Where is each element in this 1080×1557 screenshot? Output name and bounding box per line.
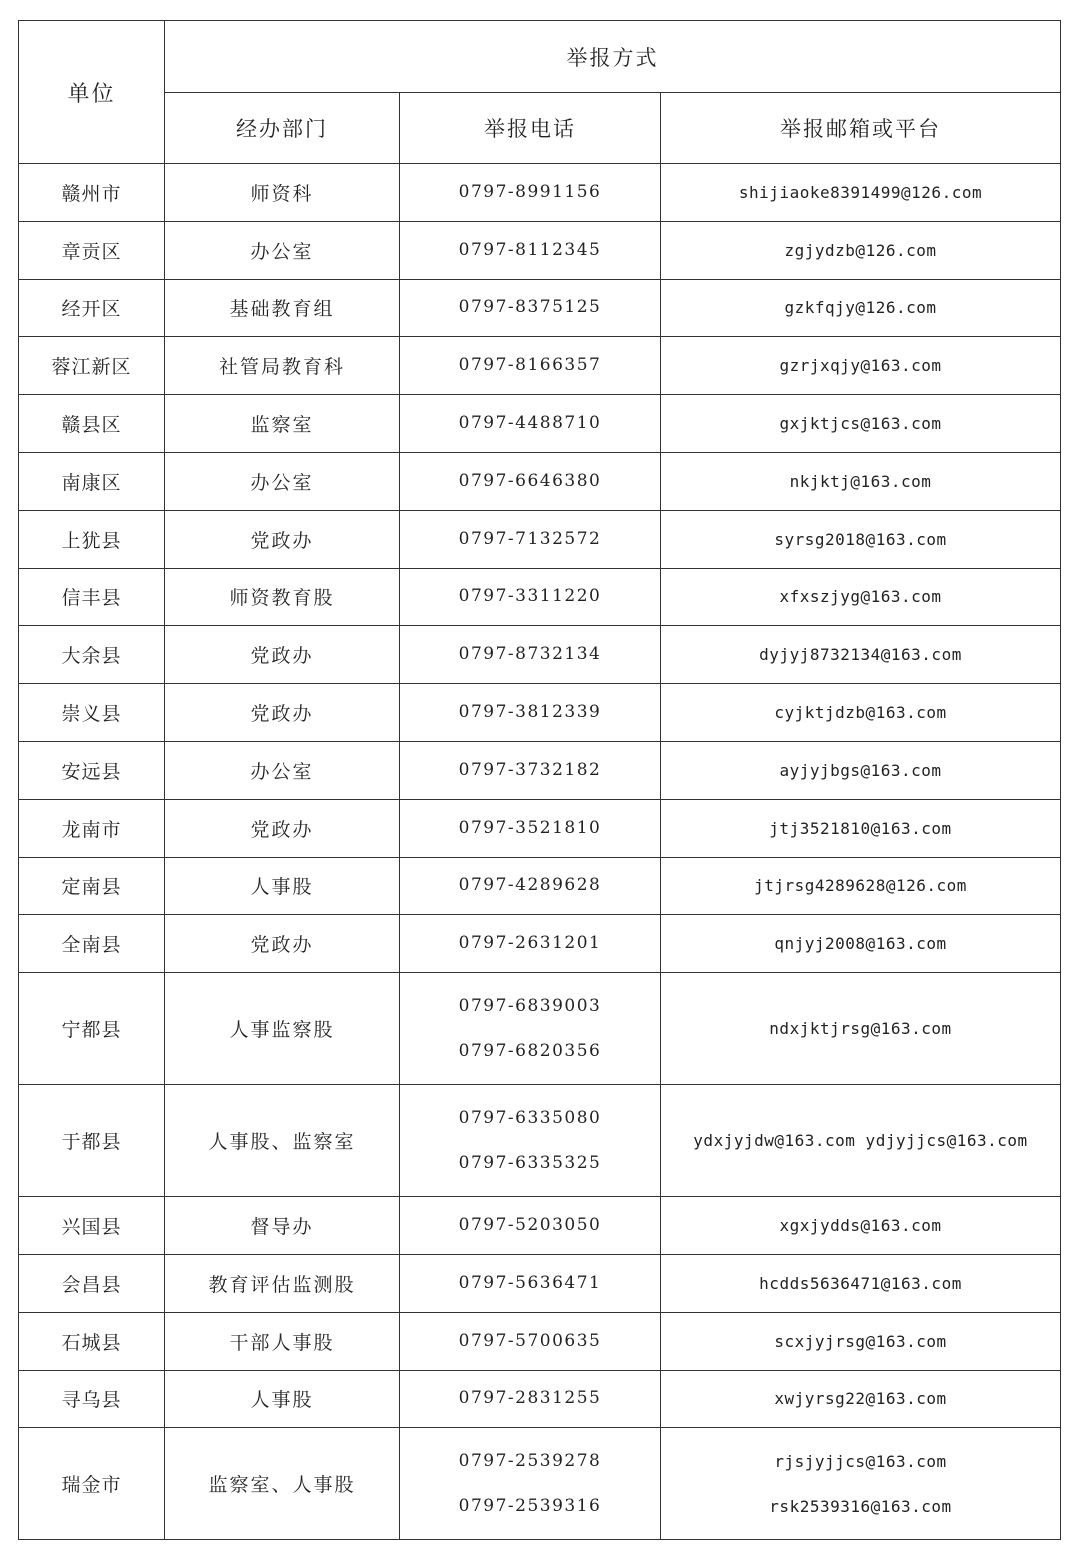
- phone-number: 0797-5203050: [458, 1215, 602, 1236]
- dept-cell: 监察室、人事股: [165, 1428, 400, 1540]
- email-cell: [661, 626, 1061, 684]
- email-address: zgjydzb@126.com: [784, 240, 937, 260]
- table-row: [19, 684, 1061, 742]
- phone-number: 0797-5636471: [458, 1272, 602, 1293]
- header-unit: 单位: [19, 21, 165, 164]
- phone-number: 0797-8991156: [458, 181, 602, 202]
- email-address: nkjktj@163.com: [789, 471, 932, 491]
- email-cell: [661, 1428, 1061, 1540]
- email-cell: [661, 915, 1061, 973]
- phone-cell: [400, 626, 661, 684]
- report-table: [18, 20, 1061, 1540]
- unit-cell: 赣县区: [19, 395, 165, 453]
- unit-cell: 南康区: [19, 452, 165, 510]
- phone-number: 0797-2831255: [458, 1388, 602, 1409]
- email-cell: [661, 452, 1061, 510]
- phone-cell: [400, 279, 661, 337]
- phone-number: 0797-7132572: [458, 528, 602, 549]
- email-cell: [661, 799, 1061, 857]
- table-row: [19, 1254, 1061, 1312]
- unit-cell: 上犹县: [19, 510, 165, 568]
- email-address: gzkfqjy@126.com: [784, 298, 937, 318]
- email-address: xgxjydds@163.com: [779, 1216, 942, 1236]
- phone-cell: [400, 799, 661, 857]
- email-address: cyjktjdzb@163.com: [774, 703, 947, 723]
- email-cell: [661, 857, 1061, 915]
- phone-cell: [400, 857, 661, 915]
- email-cell: [661, 684, 1061, 742]
- phone-cell: [400, 221, 661, 279]
- phone-number: 0797-4488710: [458, 413, 602, 434]
- email-address: xfxszjyg@163.com: [779, 587, 942, 607]
- table-row: [19, 164, 1061, 222]
- table-row: [19, 395, 1061, 453]
- phone-number: 0797-2539316: [458, 1495, 602, 1516]
- dept-cell: 办公室: [165, 221, 400, 279]
- email-cell: [661, 1254, 1061, 1312]
- table-row: [19, 973, 1061, 1085]
- header-row-sub: [19, 93, 1061, 164]
- phone-cell: [400, 1197, 661, 1255]
- dept-cell: 党政办: [165, 626, 400, 684]
- unit-cell: 兴国县: [19, 1197, 165, 1255]
- unit-cell: 会昌县: [19, 1254, 165, 1312]
- email-address: ndxjktjrsg@163.com: [769, 1019, 952, 1039]
- unit-cell: 安远县: [19, 741, 165, 799]
- email-cell: [661, 510, 1061, 568]
- table-row: [19, 857, 1061, 915]
- phone-number: 0797-8166357: [458, 355, 602, 376]
- dept-cell: 监察室: [165, 395, 400, 453]
- dept-cell: 办公室: [165, 452, 400, 510]
- table-row: [19, 279, 1061, 337]
- phone-number: 0797-3732182: [458, 759, 602, 780]
- email-cell: [661, 1197, 1061, 1255]
- email-cell: [661, 164, 1061, 222]
- dept-cell: 教育评估监测股: [165, 1254, 400, 1312]
- email-cell: [661, 741, 1061, 799]
- table-row: [19, 1197, 1061, 1255]
- header-email: 举报邮箱或平台: [661, 93, 1061, 164]
- phone-cell: [400, 915, 661, 973]
- email-address: rjsjyjjcs@163.com: [774, 1451, 947, 1471]
- table-row: [19, 510, 1061, 568]
- phone-number: 0797-6820356: [458, 1040, 602, 1061]
- email-address: rsk2539316@163.com: [769, 1496, 952, 1516]
- phone-cell: [400, 510, 661, 568]
- phone-number: 0797-8732134: [458, 644, 602, 665]
- phone-cell: [400, 395, 661, 453]
- unit-cell: 全南县: [19, 915, 165, 973]
- email-address: hcdds5636471@163.com: [759, 1273, 962, 1293]
- phone-number: 0797-4289628: [458, 875, 602, 896]
- dept-cell: 人事股: [165, 857, 400, 915]
- unit-cell: 定南县: [19, 857, 165, 915]
- email-cell: [661, 337, 1061, 395]
- phone-cell: [400, 973, 661, 1085]
- email-cell: [661, 1370, 1061, 1428]
- table-row: [19, 741, 1061, 799]
- unit-cell: 大余县: [19, 626, 165, 684]
- email-address: jtjrsg4289628@126.com: [754, 876, 967, 896]
- phone-cell: [400, 568, 661, 626]
- email-address: dyjyj8732134@163.com: [759, 645, 962, 665]
- phone-number: 0797-8112345: [458, 239, 602, 260]
- table-row: [19, 1370, 1061, 1428]
- unit-cell: 经开区: [19, 279, 165, 337]
- dept-cell: 人事股: [165, 1370, 400, 1428]
- email-address: ayjyjbgs@163.com: [779, 760, 942, 780]
- email-address: jtj3521810@163.com: [769, 818, 952, 838]
- dept-cell: 师资科: [165, 164, 400, 222]
- email-address: syrsg2018@163.com: [774, 529, 947, 549]
- table-row: [19, 568, 1061, 626]
- dept-cell: 人事监察股: [165, 973, 400, 1085]
- phone-number: 0797-6335325: [458, 1152, 602, 1173]
- unit-cell: 瑞金市: [19, 1428, 165, 1540]
- email-address: gxjktjcs@163.com: [779, 414, 942, 434]
- dept-cell: 干部人事股: [165, 1312, 400, 1370]
- dept-cell: 基础教育组: [165, 279, 400, 337]
- email-cell: [661, 279, 1061, 337]
- phone-cell: [400, 164, 661, 222]
- dept-cell: 党政办: [165, 684, 400, 742]
- phone-number: 0797-5700635: [458, 1330, 602, 1351]
- unit-cell: 信丰县: [19, 568, 165, 626]
- phone-number: 0797-3812339: [458, 702, 602, 723]
- email-address: gzrjxqjy@163.com: [779, 356, 942, 376]
- email-cell: [661, 221, 1061, 279]
- header-method: 举报方式: [165, 21, 1061, 93]
- phone-number: 0797-6646380: [458, 470, 602, 491]
- table-row: [19, 452, 1061, 510]
- dept-cell: 督导办: [165, 1197, 400, 1255]
- phone-number: 0797-3311220: [458, 586, 602, 607]
- table-row: [19, 1312, 1061, 1370]
- dept-cell: 办公室: [165, 741, 400, 799]
- unit-cell: 赣州市: [19, 164, 165, 222]
- phone-number: 0797-6335080: [458, 1107, 602, 1128]
- unit-cell: 蓉江新区: [19, 337, 165, 395]
- dept-cell: 人事股、监察室: [165, 1085, 400, 1197]
- email-address: ydxjyjdw@163.com ydjyjjcs@163.com: [693, 1131, 1028, 1151]
- email-address: xwjyrsg22@163.com: [774, 1389, 947, 1409]
- phone-cell: [400, 684, 661, 742]
- phone-cell: [400, 741, 661, 799]
- table-body: [19, 164, 1061, 1540]
- email-cell: [661, 973, 1061, 1085]
- phone-cell: [400, 1312, 661, 1370]
- table-row: [19, 337, 1061, 395]
- unit-cell: 于都县: [19, 1085, 165, 1197]
- unit-cell: 寻乌县: [19, 1370, 165, 1428]
- dept-cell: 党政办: [165, 799, 400, 857]
- dept-cell: 党政办: [165, 915, 400, 973]
- table-row: [19, 221, 1061, 279]
- dept-cell: 党政办: [165, 510, 400, 568]
- table-row: [19, 1085, 1061, 1197]
- table-row: [19, 626, 1061, 684]
- unit-cell: 石城县: [19, 1312, 165, 1370]
- phone-number: 0797-6839003: [458, 995, 602, 1016]
- email-cell: [661, 1312, 1061, 1370]
- email-address: qnjyj2008@163.com: [774, 934, 947, 954]
- email-cell: [661, 1085, 1061, 1197]
- email-address: scxjyjrsg@163.com: [774, 1331, 947, 1351]
- email-cell: [661, 568, 1061, 626]
- phone-cell: [400, 1254, 661, 1312]
- phone-number: 0797-8375125: [458, 297, 602, 318]
- phone-cell: [400, 1370, 661, 1428]
- phone-cell: [400, 1428, 661, 1540]
- unit-cell: 龙南市: [19, 799, 165, 857]
- phone-cell: [400, 337, 661, 395]
- header-dept: 经办部门: [165, 93, 400, 164]
- email-cell: [661, 395, 1061, 453]
- phone-number: 0797-2539278: [458, 1450, 602, 1471]
- header-row-top: [19, 21, 1061, 93]
- phone-cell: [400, 1085, 661, 1197]
- table-row: [19, 799, 1061, 857]
- table-row: [19, 1428, 1061, 1540]
- unit-cell: 宁都县: [19, 973, 165, 1085]
- unit-cell: 崇义县: [19, 684, 165, 742]
- phone-number: 0797-2631201: [458, 933, 602, 954]
- table-row: [19, 915, 1061, 973]
- unit-cell: 章贡区: [19, 221, 165, 279]
- phone-number: 0797-3521810: [458, 817, 602, 838]
- header-phone: 举报电话: [400, 93, 661, 164]
- email-address: shijiaoke8391499@126.com: [738, 182, 983, 202]
- dept-cell: 社管局教育科: [165, 337, 400, 395]
- phone-cell: [400, 452, 661, 510]
- dept-cell: 师资教育股: [165, 568, 400, 626]
